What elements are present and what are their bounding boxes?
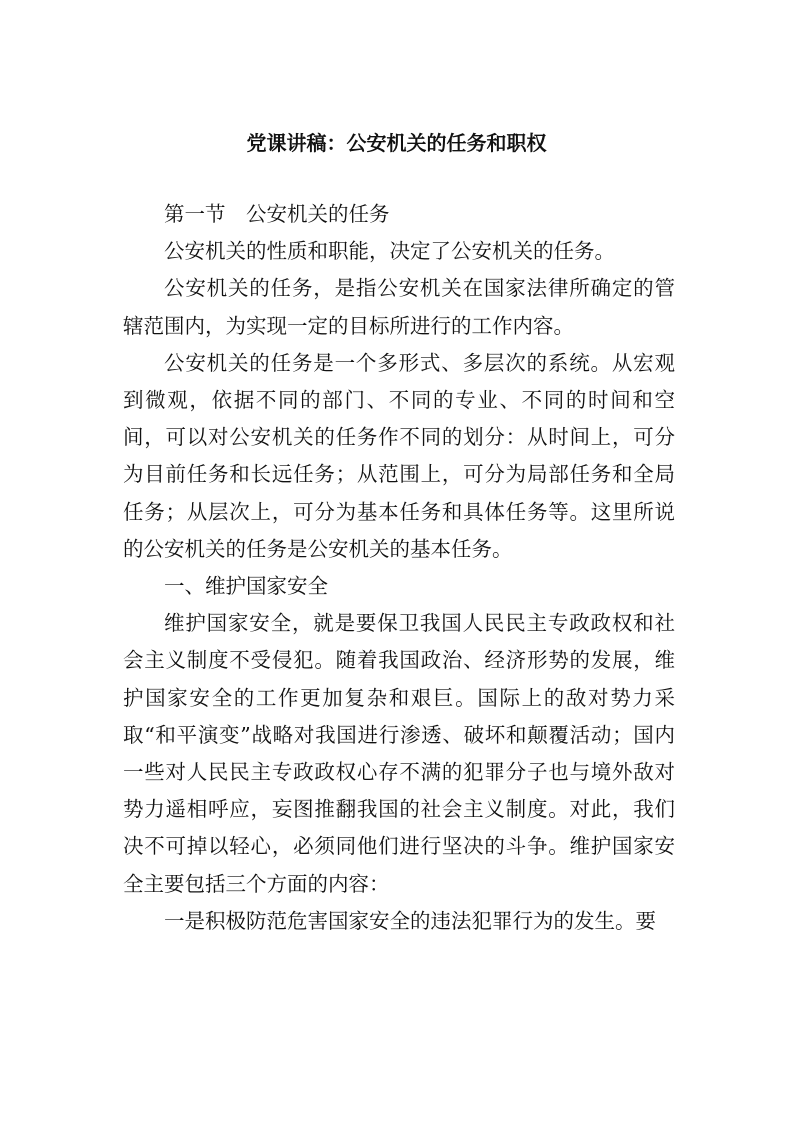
section-heading: 第一节 公安机关的任务 [164, 202, 390, 226]
body-paragraph: 公安机关的任务是一个多形式、多层次的系统。从宏观到微观，依据不同的部门、不同的专业、不同的时间和空间，可以对公安机关的任务作不同的划分：从时间上，可分为目前任务和长远任务；从范围上，可分为局部任务和全局任务；从层次上，可分为基本任务和具体任务等。这里所说的公安机关的任务是公安机关的基本任务。 [123, 350, 675, 561]
body-paragraph: 一是积极防范危害国家安全的违法犯罪行为的发生。要 [164, 908, 656, 933]
subsection-heading: 一、维护国家安全 [164, 574, 328, 599]
document-body [123, 196, 675, 940]
body-paragraph: 维护国家安全，就是要保卫我国人民民主专政政权和社会主义制度不受侵犯。随着我国政治、经济形势的发展，维护国家安全的工作更加复杂和艰巨。国际上的敌对势力采取“和平演变”战略对我国进行渗透、破坏和颠覆活动；国内一些对人民民主专政政权心存不满的犯罪分子也与境外敌对势力遥相呼应，妄图推翻我国的社会主义制度。对此，我们决不可掉以轻心，必须同他们进行坚决的斗争。维护国家安全主要包括三个方面的内容： [123, 611, 675, 896]
body-paragraph: 公安机关的性质和职能，决定了公安机关的任务。 [164, 239, 615, 264]
document-title: 党课讲稿：公安机关的任务和职权 [246, 131, 547, 155]
body-paragraph: 公安机关的任务，是指公安机关在国家法律所确定的管辖范围内，为实现一定的目标所进行的工作内容。 [123, 276, 675, 338]
